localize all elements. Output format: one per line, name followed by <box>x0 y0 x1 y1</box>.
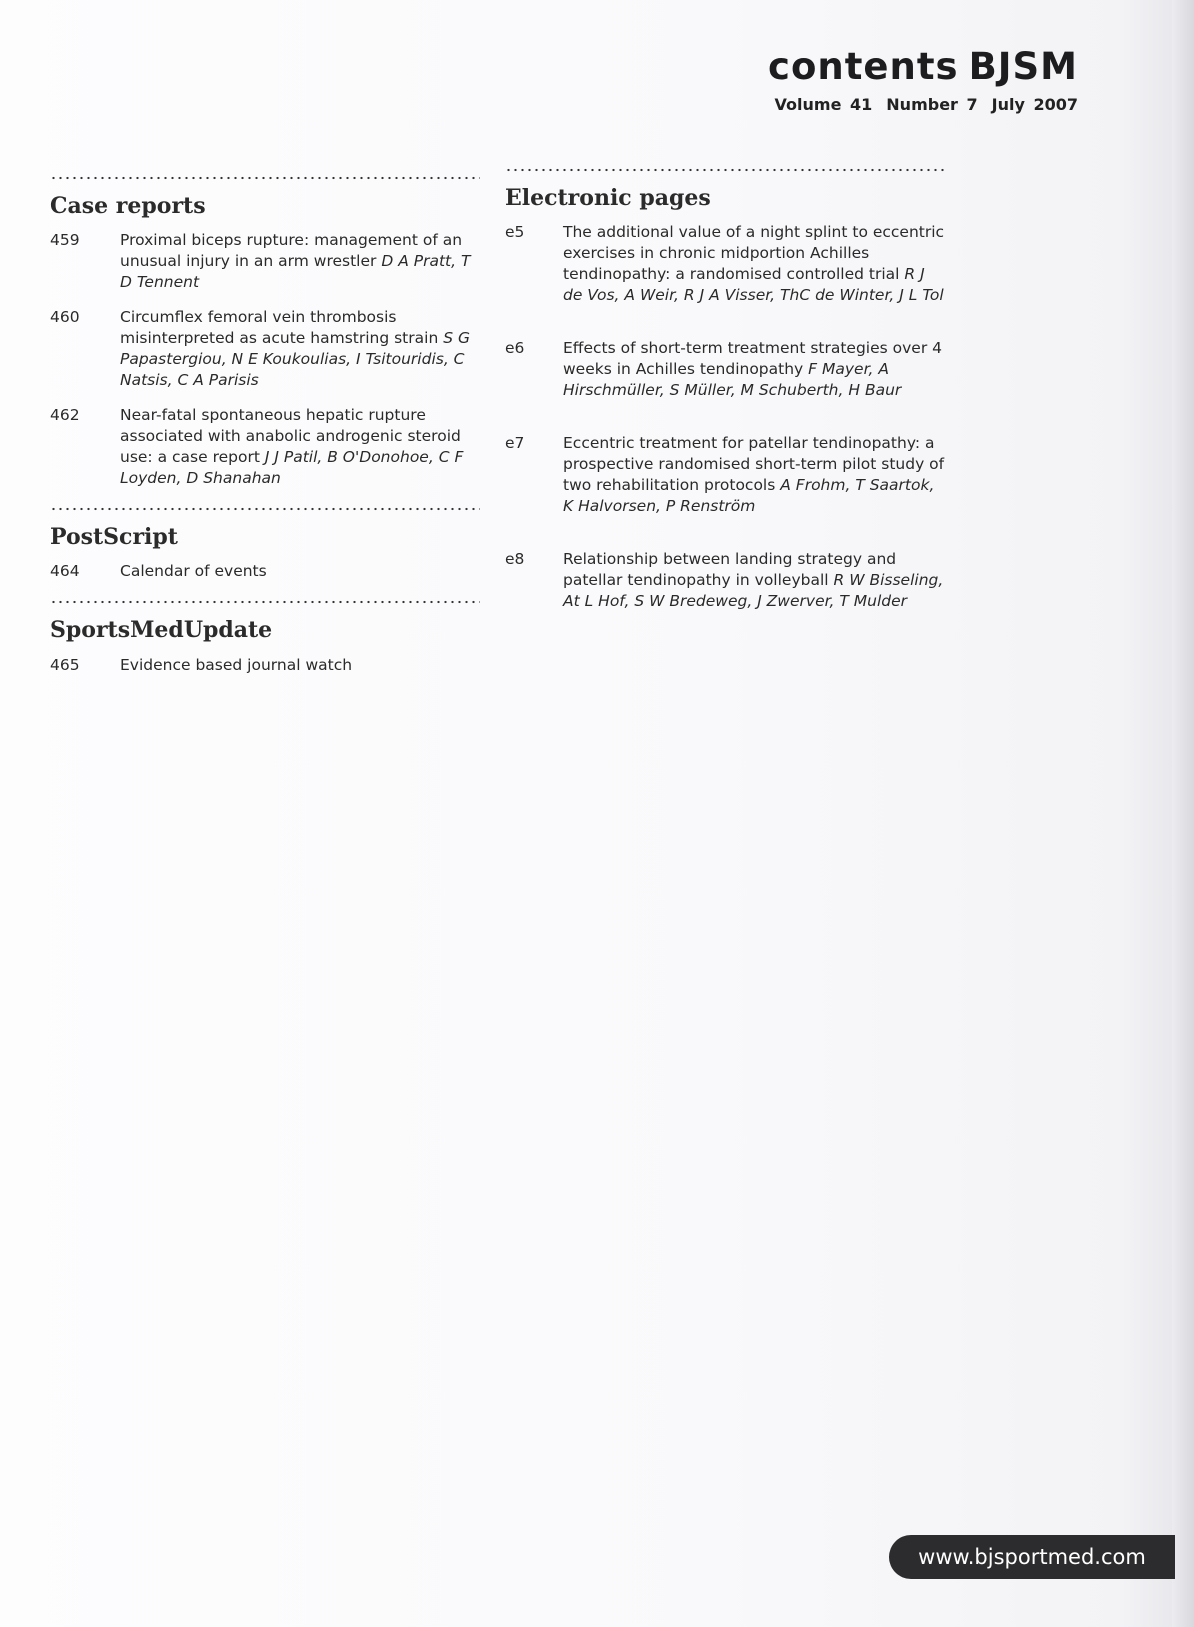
toc-entry[interactable] <box>505 549 945 612</box>
page-number: e5 <box>505 223 525 242</box>
volume-label: Volume 41 <box>774 95 873 114</box>
section-title: Case reports <box>50 193 206 219</box>
page-number: 462 <box>50 406 80 425</box>
article-authors: R J de Vos, A Weir, R J A Visser, ThC de Winter, J L Tol <box>563 265 944 305</box>
article-title: Evidence based journal watch <box>120 655 353 674</box>
article-authors: A Frohm, T Saartok, K Halvorsen, P Renström <box>563 476 935 516</box>
toc-entry[interactable] <box>50 655 480 676</box>
toc-entry[interactable] <box>505 433 945 517</box>
entry-text <box>563 222 945 306</box>
dotted-divider <box>50 600 480 604</box>
dotted-divider <box>50 507 480 511</box>
section-postscript <box>50 507 480 582</box>
article-title: Eccentric treatment for patellar tendinopathy: a prospective randomised short-term pilot study of two rehabilitation protocols <box>563 434 945 495</box>
page-number: 459 <box>50 231 80 250</box>
article-title: Calendar of events <box>120 562 267 581</box>
article-authors: F Mayer, A Hirschmüller, S Müller, M Schuberth, H Baur <box>563 360 902 400</box>
toc-entry[interactable] <box>50 230 480 293</box>
toc-entry[interactable] <box>505 222 945 306</box>
entry-text <box>563 338 945 401</box>
article-authors: S G Papastergiou, N E Koukoulias, I Tsitouridis, C Natsis, C A Parisis <box>120 329 470 390</box>
entry-text <box>563 549 945 612</box>
section-case-reports <box>50 176 480 489</box>
page-number: 464 <box>50 562 80 581</box>
section-electronic-pages <box>505 168 945 612</box>
article-authors: D A Pratt, T D Tennent <box>120 252 471 292</box>
toc-entry[interactable] <box>50 405 480 489</box>
section-sportsmedupdate <box>50 600 480 675</box>
section-title: SportsMedUpdate <box>50 617 273 644</box>
page-number: e8 <box>505 550 525 569</box>
page-number: 465 <box>50 655 80 674</box>
entry-text <box>563 433 945 517</box>
article-title: Circumflex femoral vein thrombosis misinterpreted as acute hamstring strain <box>120 308 439 348</box>
journal-name: BJSM <box>968 45 1078 88</box>
entry-text <box>120 230 480 293</box>
article-title: Effects of short-term treatment strategies over 4 weeks in Achilles tendinopathy <box>563 339 943 379</box>
website-url-badge[interactable]: www.bjsportmed.com <box>889 1535 1175 1579</box>
toc-entry[interactable] <box>50 307 480 391</box>
dotted-divider <box>50 176 480 180</box>
article-title: Near-fatal spontaneous hepatic rupture associated with anabolic androgenic steroid use: a case report <box>120 406 461 467</box>
page-edge-shadow <box>1172 0 1194 1627</box>
article-title: The additional value of a night splint to eccentric exercises in chronic midportion Achilles tendinopathy: a randomised controlled trial <box>563 223 945 284</box>
entry-text <box>120 405 480 489</box>
article-authors: J J Patil, B O'Donohoe, C F Loyden, D Shanahan <box>120 448 464 488</box>
toc-entry[interactable] <box>505 338 945 401</box>
article-authors: R W Bisseling, At L Hof, S W Bredeweg, J Zwerver, T Mulder <box>563 571 944 611</box>
entry-text <box>120 307 480 391</box>
left-column <box>50 176 480 694</box>
number-label: Number 7 <box>886 95 978 114</box>
article-title: Relationship between landing strategy and patellar tendinopathy in volleyball <box>563 550 897 590</box>
article-title: Proximal biceps rupture: management of an unusual injury in an arm wrestler <box>120 231 463 271</box>
masthead-title <box>768 45 1078 88</box>
masthead <box>768 45 1078 114</box>
section-title: PostScript <box>50 524 178 551</box>
page-number: e7 <box>505 434 525 453</box>
date-label: July 2007 <box>991 95 1078 114</box>
toc-entry[interactable] <box>50 561 480 582</box>
page-number: e6 <box>505 339 525 358</box>
page-number: 460 <box>50 308 80 327</box>
right-column <box>505 168 945 644</box>
dotted-divider <box>505 168 945 172</box>
contents-word: contents <box>768 45 959 88</box>
section-title: Electronic pages <box>505 185 711 211</box>
issue-info <box>768 95 1078 114</box>
